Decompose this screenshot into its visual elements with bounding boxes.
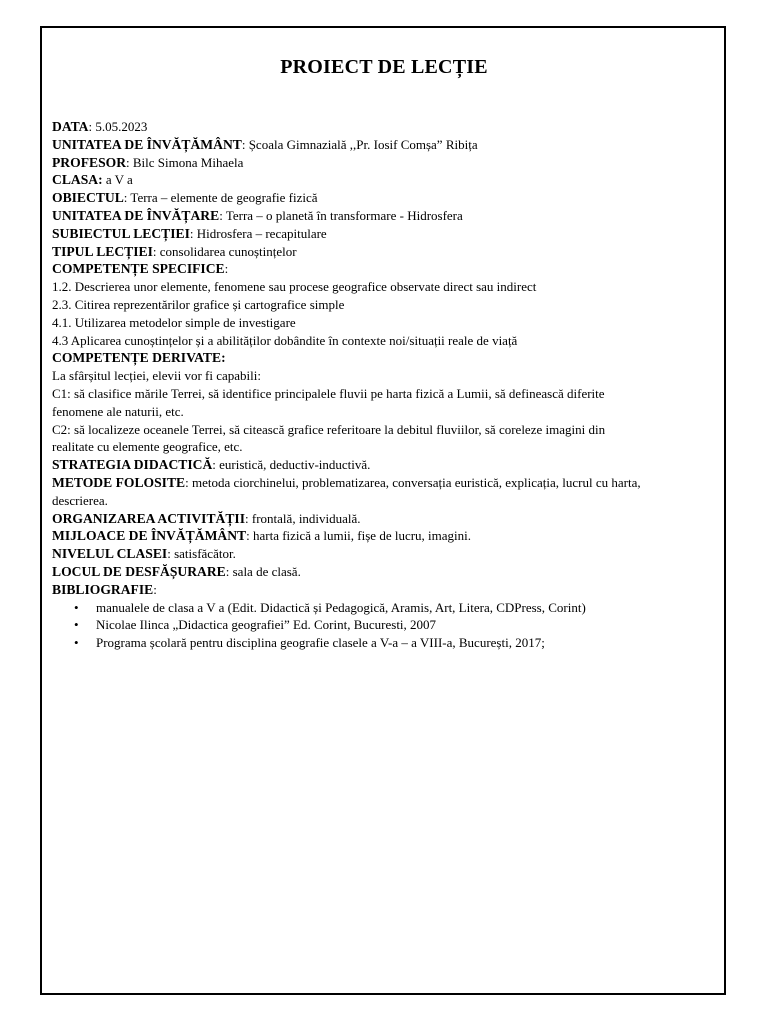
bibliografie-item: • Programa școlară pentru disciplina geografie clasele a V-a – a VIII-a, București, 2017; — [96, 634, 724, 652]
competenta-derivata-c2-line2: realitate cu elemente geografice, etc. — [52, 439, 243, 455]
field-clasa — [52, 171, 724, 189]
field-value: Terra – elemente de geografie fizică — [130, 190, 318, 206]
bibliografie-item: • manualele de clasa a V a (Edit. Didactică și Pedagogică, Aramis, Art, Litera, CDPress, Corint) — [96, 599, 724, 617]
competente-specifice-heading — [52, 260, 724, 278]
field-locul — [52, 563, 724, 581]
field-value: consolidarea cunoștințelor — [159, 243, 297, 259]
field-label: TIPUL LECȚIEI — [52, 243, 153, 259]
bibliografie-heading — [52, 581, 724, 599]
competenta-specifica-item: 1.2. Descrierea unor elemente, fenomene sau procese geografice observate direct sau indirect — [52, 279, 537, 295]
field-value: a V a — [105, 172, 133, 188]
field-label: UNITATEA DE ÎNVĂȚĂMÂNT — [52, 136, 242, 152]
field-label: MIJLOACE DE ÎNVĂȚĂMÂNT — [52, 528, 247, 544]
field-label: NIVELUL CLASEI — [52, 546, 168, 562]
section-separator: : — [224, 261, 229, 277]
section-separator: : — [153, 581, 157, 597]
field-label: PROFESOR — [52, 154, 127, 170]
field-obiectul — [52, 189, 724, 207]
competente-derivate-heading: COMPETENȚE DERIVATE: — [52, 350, 226, 366]
bibliografie-item: • Nicolae Ilinca „Didactica geografiei” Ed. Corint, Bucuresti, 2007 — [96, 616, 724, 634]
field-data — [52, 118, 724, 136]
field-label: ORGANIZAREA ACTIVITĂȚII — [52, 510, 246, 526]
competente-derivate-intro: La sfârșitul lecției, elevii vor fi capabili: — [52, 368, 262, 384]
field-value: harta fizică a lumii, fișe de lucru, imagini. — [252, 528, 472, 544]
field-label: METODE FOLOSITE — [52, 474, 186, 490]
field-mijloace — [52, 527, 724, 545]
field-subiectul — [52, 225, 724, 243]
field-value: Școala Gimnazială ,,Pr. Iosif Comșa” Ribița — [248, 136, 478, 152]
field-tipul — [52, 243, 724, 261]
competenta-derivata-c1-line1: C1: să clasifice mările Terrei, să identifice principalele fluvii pe harta fizică a Lumii, să definească diferite — [52, 385, 605, 401]
competenta-specifica-item: 4.1. Utilizarea metodelor simple de investigare — [52, 314, 296, 330]
field-value: Terra – o planetă în transformare - Hidrosfera — [225, 207, 463, 223]
bibliografie-list — [52, 599, 724, 652]
field-value: satisfăcător. — [174, 546, 236, 562]
field-value: frontală, individuală. — [251, 510, 361, 526]
field-label: CLASA: — [52, 172, 103, 188]
field-separator: : — [88, 119, 96, 134]
field-unitatea-invatare — [52, 207, 724, 225]
field-label: OBIECTUL — [52, 190, 124, 206]
section-label: COMPETENȚE SPECIFICE — [52, 261, 225, 277]
field-separator: : — [245, 510, 252, 526]
field-separator: : — [219, 207, 226, 223]
competenta-derivata-c1-line2: fenomene ale naturii, etc. — [52, 403, 184, 419]
field-value: 5.05.2023 — [95, 119, 148, 134]
field-label: DATA — [52, 119, 89, 134]
field-label: SUBIECTUL LECȚIEI — [52, 225, 190, 241]
field-separator: : — [241, 136, 249, 152]
field-separator: : — [225, 563, 233, 579]
competenta-specifica-item: 2.3. Citirea reprezentărilor grafice și cartografice simple — [52, 296, 345, 312]
field-strategia — [52, 456, 724, 474]
section-label: BIBLIOGRAFIE — [52, 581, 154, 597]
field-nivelul — [52, 545, 724, 563]
field-label: LOCUL DE DESFĂȘURARE — [52, 563, 226, 579]
field-profesor — [52, 154, 724, 172]
competenta-specifica-item: 4.3 Aplicarea cunoștințelor și a abilităților dobândite în contexte noi/situații reale de viață — [52, 332, 518, 348]
competenta-derivata-c2-line1: C2: să localizeze oceanele Terrei, să citească grafice referitoare la debitul fluviilor, să coreleze imagini din — [52, 421, 606, 437]
field-organizarea — [52, 510, 724, 528]
field-metode — [52, 474, 724, 492]
field-separator: : — [126, 154, 133, 170]
field-value: Hidrosfera – recapitulare — [196, 225, 327, 241]
field-separator: : — [167, 546, 175, 562]
field-separator: : — [189, 225, 197, 241]
field-value: euristică, deductiv-inductivă. — [219, 457, 371, 473]
field-separator: : — [185, 474, 192, 490]
field-label: STRATEGIA DIDACTICĂ — [52, 457, 213, 473]
document-title: PROIECT DE LECȚIE — [280, 56, 488, 78]
field-metode-continuation: descrierea. — [52, 492, 108, 508]
field-value: Bilc Simona Mihaela — [132, 154, 244, 170]
field-separator: : — [152, 243, 160, 259]
field-value: sala de clasă. — [232, 563, 301, 579]
field-value: metoda ciorchinelui, problematizarea, conversația euristică, explicația, lucrul cu harta, — [191, 474, 641, 490]
field-separator: : — [123, 190, 131, 206]
field-separator: : — [246, 528, 253, 544]
field-unitatea-invatamant — [52, 136, 724, 154]
field-label: UNITATEA DE ÎNVĂȚARE — [52, 207, 220, 223]
document-body — [52, 118, 724, 652]
field-separator: : — [212, 457, 220, 473]
